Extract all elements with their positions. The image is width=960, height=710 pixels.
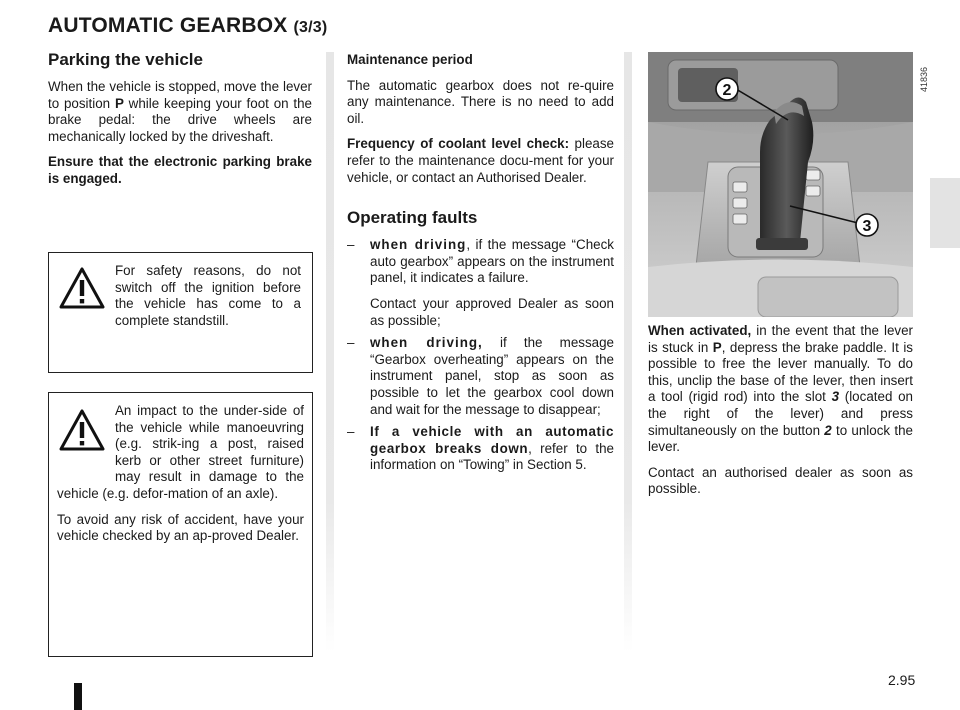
- faults-heading: Operating faults: [347, 208, 478, 228]
- warning-ignition-text: For safety reasons, do not switch off the ignition before the vehicle has come to a complete standstill.: [115, 263, 301, 328]
- faults-list: [347, 237, 614, 474]
- warning-box-impact: [48, 392, 313, 657]
- fault-item: – If a vehicle with an automatic gearbox breaks down, refer to the information on “Towing” in Section 5.: [347, 424, 614, 473]
- middle-column: [347, 52, 614, 480]
- page-number: 2.95: [888, 672, 916, 688]
- contact-dealer-text: Contact an authorised dealer as soon as possible.: [648, 464, 913, 497]
- callout-2-label: 2: [722, 82, 732, 99]
- warning-dealer-text: To avoid any risk of accident, have your vehicle checked by an ap-proved Dealer.: [57, 511, 304, 544]
- parking-section: [48, 50, 312, 188]
- warning-box-ignition: [48, 252, 313, 373]
- gear-lever-illustration: [648, 52, 913, 317]
- title-part: (3/3): [293, 19, 328, 36]
- fault-item: – when driving, if the message “Gearbox overheating” appears on the instrument panel, stop as soon as possible to let the gearbox cool down and wait for the message to disappear;: [347, 335, 614, 417]
- activated-paragraph: When activated, in the event that the lever is stuck in P, depress the brake paddle. It is possible to free the lever manually. To do this, unclip the base of the lever, then insert a tool (rigid rod) into the slot 3 (located on the right of the lever) and press simultaneously on the button 2 to unlock the lever.: [648, 323, 913, 455]
- parking-paragraph: When the vehicle is stopped, move the lever to position P while keeping your foot on the brake pedal: the drive wheels are mechanically locked by the driveshaft.: [48, 79, 313, 144]
- maintenance-heading: Maintenance period: [347, 52, 473, 67]
- coolant-check-text: Frequency of coolant level check: please refer to the maintenance docu-ment for your vehicle, or contact an Authorised Dealer.: [347, 136, 614, 185]
- column-divider-2: [624, 52, 632, 652]
- title-text: AUTOMATIC GEARBOX: [48, 14, 288, 37]
- fault-contact-text: Contact your approved Dealer as soon as possible;: [370, 295, 614, 328]
- parking-heading: Parking the vehicle: [48, 50, 203, 69]
- warning-triangle-icon: [59, 267, 105, 309]
- callout-3-label: 3: [862, 218, 872, 235]
- parking-brake-note: Ensure that the electronic parking brake is engaged.: [48, 154, 312, 186]
- gear-lever-figure: [648, 52, 913, 317]
- right-column: [648, 323, 913, 498]
- maintenance-text: The automatic gearbox does not re-quire any maintenance. There is no need to add oil.: [347, 77, 614, 126]
- figure-reference: 41836: [919, 66, 929, 92]
- footer-marker: [74, 683, 82, 710]
- warning-impact-text: An impact to the under-side of the vehicle while manoeuvring (e.g. strik-ing a post, raised kerb or other street furniture) may result in damage to the vehicle (e.g. defor-mation of an axle).: [57, 403, 304, 501]
- page-title: [48, 14, 327, 38]
- fault-item: – when driving, if the message “Check auto gearbox” appears on the instrument panel, it indicates a failure. Contact your approved Dealer as soon as possible;: [347, 237, 614, 328]
- section-tab: [930, 178, 960, 248]
- column-divider-1: [326, 52, 334, 652]
